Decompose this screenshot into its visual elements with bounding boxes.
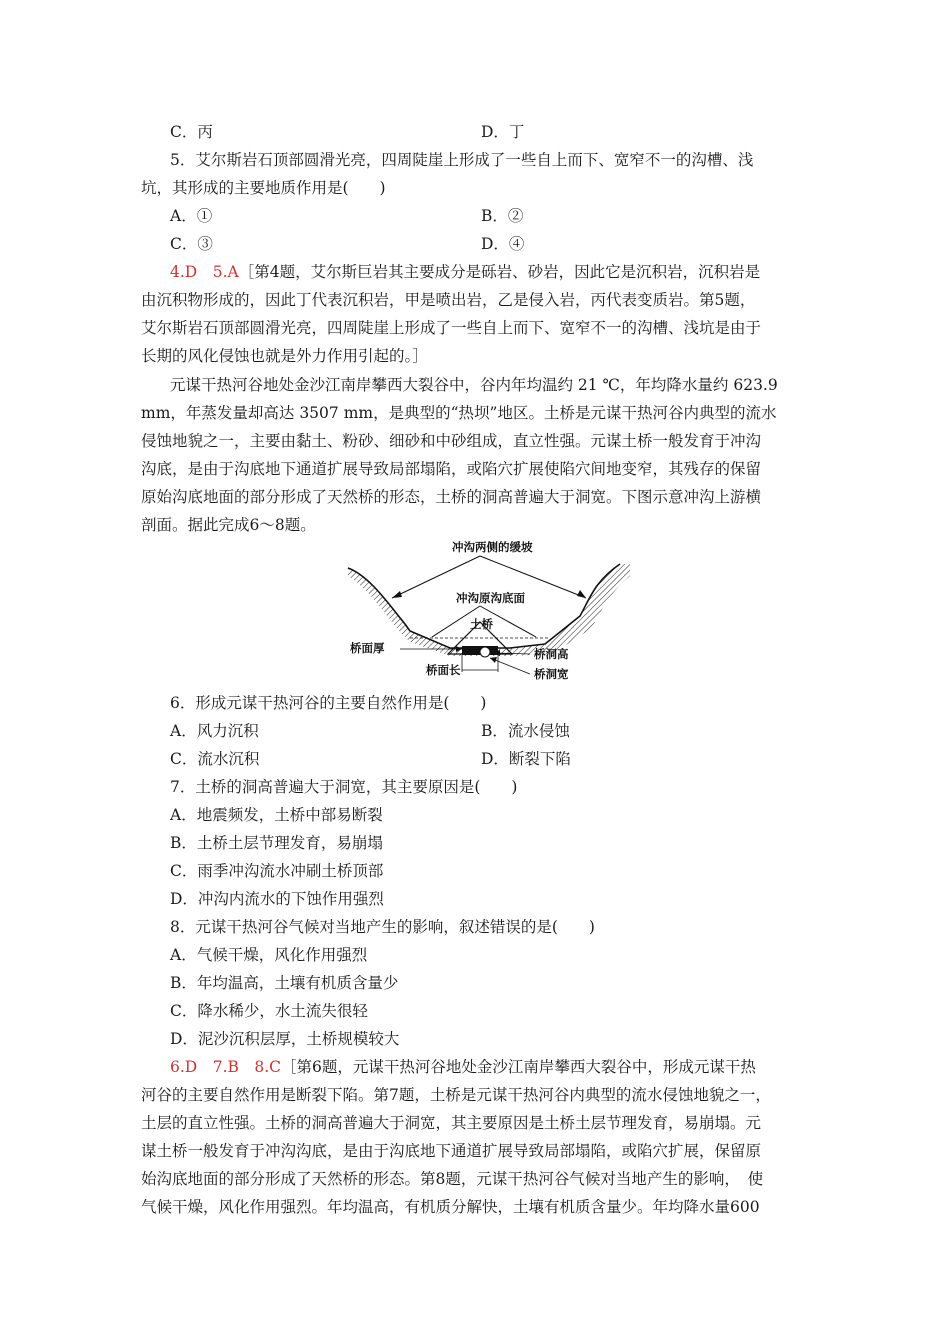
answer-4-5-line3: 艾尔斯岩石顶部圆滑光亮，四周陡崖上形成了一些自上而下、宽窄不一的沟槽、浅坑是由于: [141, 319, 762, 337]
answer-6-8-line3: 土层的直立性强。土桥的洞高普遍大于洞宽，其主要原因是土桥土层节理发育，易崩塌。元: [141, 1114, 762, 1132]
passage-line6: 剖面。据此完成6～8题。: [141, 516, 316, 534]
q7-stem: 7．土桥的洞高普遍大于洞宽，其主要原因是( ): [170, 778, 518, 796]
answer-4-5-line2: 由沉积物形成的，因此丁代表沉积岩，甲是喷出岩，乙是侵入岩，丙代表变质岩。第5题，: [141, 291, 756, 309]
answer-6-8-line6: 气候干燥，风化作用强烈。年均温高，有机质分解快，土壤有机质含量少。年均降水量600: [141, 1198, 760, 1216]
passage-line3: 侵蚀地貌之一，主要由黏土、粉砂、细砂和中砂组成，直立性强。元谋土桥一般发育于冲沟: [141, 432, 762, 450]
label-hole-height: 桥洞高: [534, 647, 569, 661]
answer-4-5-line1: 4.D 5.A［第4题，艾尔斯巨岩其主要成分是砾岩、砂岩，因此它是沉积岩，沉积岩是: [170, 263, 761, 281]
q5-option-d: D．④: [481, 235, 525, 253]
q5-stem-line1: 5．艾尔斯岩石顶部圆滑光亮，四周陡崖上形成了一些自上而下、宽窄不一的沟槽、浅: [170, 151, 754, 169]
q8-option-b: B．年均温高，土壤有机质含量少: [170, 974, 399, 992]
label-deck-thickness: 桥面厚: [350, 641, 385, 655]
gully-cross-section-diagram: [330, 536, 630, 686]
passage-line2: mm，年蒸发量却高达 3507 mm，是典型的“热坝”地区。土桥是元谋干热河谷内典型的流水: [141, 404, 777, 422]
q6-stem: 6．形成元谋干热河谷的主要自然作用是( ): [170, 694, 487, 712]
answer-6-8-line1: 6.D 7.B 8.C［第6题，元谋干热河谷地处金沙江南岸攀西大裂谷中，形成元谋干热: [170, 1058, 756, 1076]
label-original-floor: 冲沟原沟底面: [456, 591, 525, 605]
q8-stem: 8．元谋干热河谷气候对当地产生的影响，叙述错误的是( ): [170, 918, 595, 936]
q8-option-d: D．泥沙沉积层厚，土桥规模较大: [170, 1030, 400, 1048]
q6-option-b: B．流水侵蚀: [481, 722, 570, 740]
q4-option-d: D．丁: [481, 123, 525, 141]
q5-stem-line2: 坑，其形成的主要地质作用是( ): [141, 179, 386, 197]
label-hole-width: 桥洞宽: [534, 667, 569, 681]
passage-line1: 元谋干热河谷地处金沙江南岸攀西大裂谷中，谷内年均温约 21 ℃，年均降水量约 623.9: [170, 376, 778, 394]
q4-option-c: C．丙: [170, 123, 213, 141]
q8-option-a: A．气候干燥，风化作用强烈: [170, 946, 368, 964]
answer-key-4-5: 4.D 5.A: [170, 263, 239, 281]
answer-6-8-line2: 河谷的主要自然作用是断裂下陷。第7题，土桥是元谋干热河谷内典型的流水侵蚀地貌之一，: [141, 1086, 771, 1104]
passage-line5: 原始沟底地面的部分形成了天然桥的形态，土桥的洞高普遍大于洞宽。下图示意冲沟上游横: [141, 488, 762, 506]
q5-option-a: A．①: [170, 207, 213, 225]
hole-width-arrow: [490, 658, 530, 674]
label-slopes: 冲沟两侧的缓坡: [452, 540, 533, 554]
bridge-hole: [480, 647, 490, 657]
answer-6-8-line5: 始沟底地面的部分形成了天然桥的形态。第8题，元谋干热河谷气候对当地产生的影响， 使: [141, 1170, 764, 1188]
answer-4-5-line4: 长期的风化侵蚀也就是外力作用引起的。］: [141, 347, 428, 365]
q7-option-c: C．雨季冲沟流水冲刷土桥顶部: [170, 862, 384, 880]
answer-6-8-line4: 谋土桥一般发育于冲沟沟底，是由于沟底地下通道扩展导致局部塌陷，或陷穴扩展，保留原: [141, 1142, 762, 1160]
q8-option-c: C．降水稀少，水土流失很轻: [170, 1002, 368, 1020]
q7-option-a: A．地震频发，土桥中部易断裂: [170, 806, 383, 824]
q6-option-c: C．流水沉积: [170, 750, 260, 768]
q6-option-d: D．断裂下陷: [481, 750, 571, 768]
label-bridge: 土桥: [470, 617, 493, 631]
gully-ground-hatch: [348, 564, 630, 656]
answer-key-6-8: 6.D 7.B 8.C: [170, 1058, 282, 1076]
passage-line4: 沟底，是由于沟底地下通道扩展导致局部塌陷，或陷穴扩展使陷穴间地变窄，其残存的保留: [141, 460, 762, 478]
q5-option-b: B．②: [481, 207, 524, 225]
q5-option-c: C．③: [170, 235, 213, 253]
q6-option-a: A．风力沉积: [170, 722, 259, 740]
label-deck-length: 桥面长: [426, 663, 461, 677]
q7-option-b: B．土桥土层节理发育，易崩塌: [170, 834, 383, 852]
q7-option-d: D．冲沟内流水的下蚀作用强烈: [170, 890, 384, 908]
